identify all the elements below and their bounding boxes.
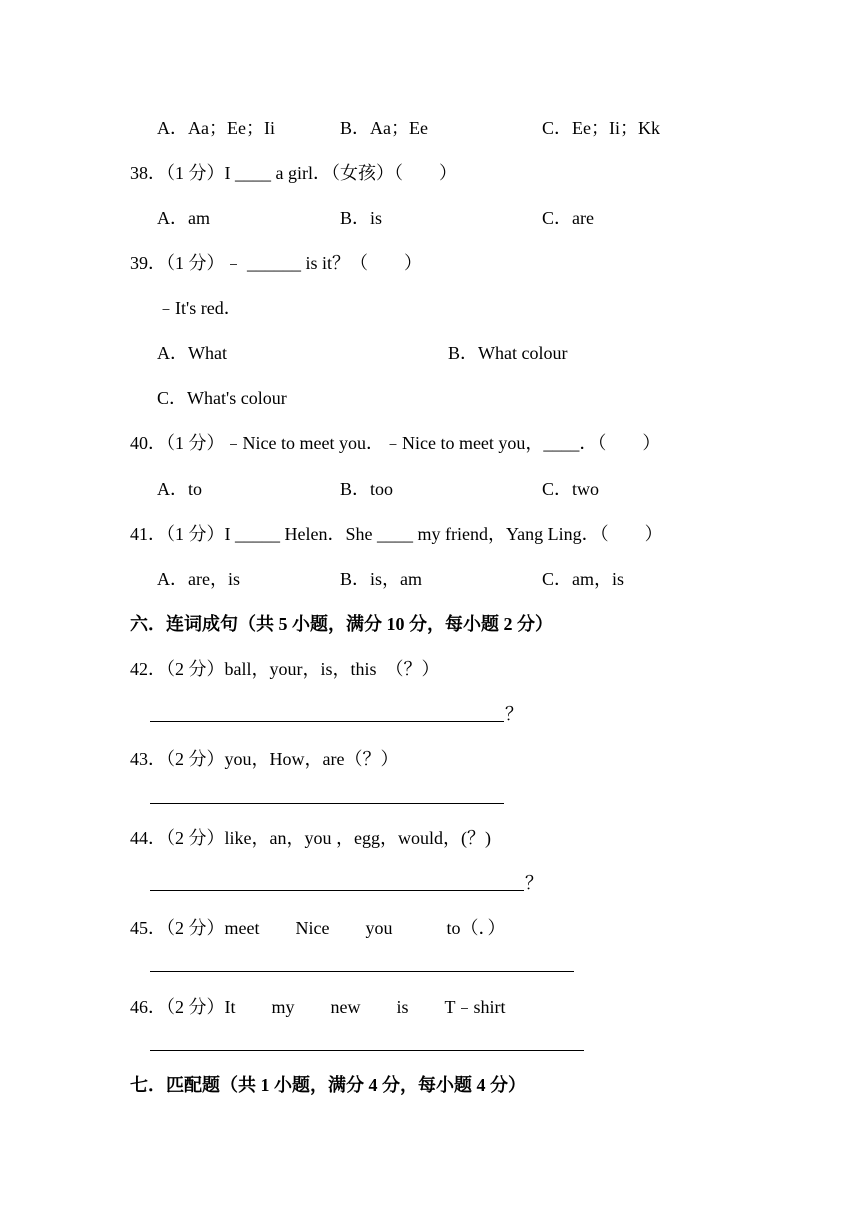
- q42-answer-line[interactable]: [150, 721, 504, 722]
- q40-option-c: C．two: [542, 479, 600, 499]
- q46-answer-line[interactable]: [150, 1050, 584, 1051]
- q39-option-b: B．What colour: [448, 343, 568, 363]
- q45-answer-line[interactable]: [150, 971, 574, 972]
- q39-response: ﹣It's red．: [157, 298, 242, 318]
- q40-option-b: B．too: [340, 479, 394, 499]
- q44-answer-line[interactable]: [150, 890, 524, 891]
- q41-stem: 41．（1 分）I _____ Helen．She ____ my friend，Yang Ling．（ ）: [130, 524, 663, 544]
- section-6-heading: 六．连词成句（共 5 小题，满分 10 分，每小题 2 分）: [130, 614, 553, 634]
- q38-option-a: A．am: [157, 208, 210, 228]
- q38-stem: 38．（1 分）I ____ a girl．（女孩）（ ）: [130, 163, 457, 183]
- q44-end-mark: ？: [525, 873, 543, 893]
- q43-answer-line[interactable]: [150, 803, 504, 804]
- q45-stem: 45．（2 分）meet Nice you to（．）: [130, 918, 506, 938]
- q44-stem: 44．（2 分）like，an，you ，egg，would，(？): [130, 828, 491, 848]
- q38-option-c: C．are: [542, 208, 594, 228]
- q37-option-a: A．Aa；Ee；Ii: [157, 118, 275, 138]
- q40-option-a: A．to: [157, 479, 202, 499]
- q46-stem: 46．（2 分）It my new is T﹣shirt: [130, 997, 506, 1017]
- q39-stem: 39．（1 分）﹣ ______ is it？（ ）: [130, 253, 423, 273]
- q37-option-c: C．Ee；Ii；Kk: [542, 118, 660, 138]
- q43-stem: 43．（2 分）you，How，are（？）: [130, 749, 399, 769]
- section-7-heading: 七．匹配题（共 1 小题，满分 4 分，每小题 4 分）: [130, 1075, 526, 1095]
- q42-end-mark: ？: [505, 704, 523, 724]
- q42-stem: 42．（2 分）ball，your，is，this （？）: [130, 659, 440, 679]
- q41-option-b: B．is，am: [340, 569, 423, 589]
- q40-stem: 40．（1 分）﹣Nice to meet you．﹣Nice to meet you，____．（ ）: [130, 433, 661, 453]
- q37-option-b: B．Aa；Ee: [340, 118, 428, 138]
- q39-option-c: C．What's colour: [157, 388, 287, 408]
- q38-option-b: B．is: [340, 208, 383, 228]
- q41-option-a: A．are，is: [157, 569, 240, 589]
- q41-option-c: C．am，is: [542, 569, 625, 589]
- q39-option-a: A．What: [157, 343, 227, 363]
